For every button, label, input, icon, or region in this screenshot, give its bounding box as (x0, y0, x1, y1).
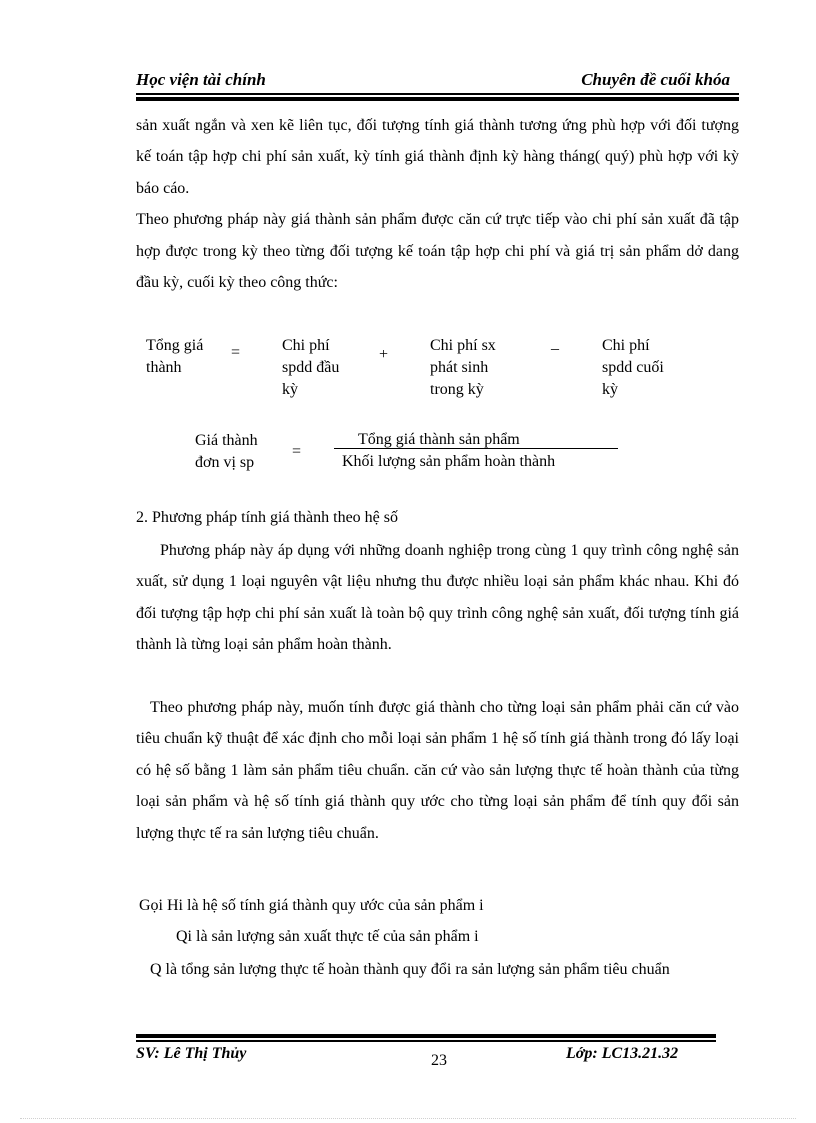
formula1-lhs: Tổng giá thành (146, 337, 204, 376)
formula2-denominator: Khối lượng sản phẩm hoàn thành (342, 453, 556, 470)
body-paragraph-1: Phương pháp này áp dụng với những doanh nghiệp trong cùng 1 quy trình công nghệ sản xuất, sử dụng 1 loại nguyên vật liệu nhưng thu được nhiều loại sản phẩm khác nhau. Khi đó đối tượng tập hợp chi phí sản xuất là toàn bộ quy trình công nghệ sản xuất, đối tượng tính giá thành là từng loại sản phẩm hoàn thành. (136, 542, 739, 654)
header-rule-thin (136, 93, 739, 95)
formula1-minus: _ (551, 335, 559, 352)
formula2-numerator: Tổng giá thành sản phẩm (358, 431, 520, 448)
definition-qi: Qi là sản lượng sản xuất thực tế của sản phẩm i (176, 928, 479, 945)
formula2-equals: = (292, 443, 302, 460)
body-text-2 (136, 692, 739, 849)
definition-hi: Gọi Hi là hệ số tính giá thành quy ước của sản phẩm i (139, 897, 484, 914)
intro-text (136, 110, 739, 298)
page-edge (20, 1118, 796, 1119)
formula1-plus: + (379, 346, 389, 363)
header-rule-thick (136, 97, 739, 101)
header-right: Chuyên đề cuối khóa (581, 70, 730, 89)
footer-student: SV: Lê Thị Thủy (136, 1045, 247, 1062)
formula1-equals: = (231, 344, 241, 361)
body-text-1 (136, 535, 739, 661)
body-paragraph-2: Theo phương pháp này, muốn tính được giá thành cho từng loại sản phẩm phải căn cứ vào tiêu chuẩn kỹ thuật để xác định cho mỗi loại sản phẩm 1 hệ số tính giá thành trong đó lấy loại có hệ số bằng 1 làm sản phẩm tiêu chuẩn. căn cứ vào sản lượng thực tế hoàn thành của từng loại sản phẩm và hệ số tính giá thành quy ước cho từng loại sản phẩm để tính quy đổi sản lượng thực tế ra sản lượng tiêu chuẩn. (136, 699, 739, 842)
definition-q-block (136, 954, 739, 985)
footer-rule-thin (136, 1040, 716, 1042)
definition-q: Q là tổng sản lượng thực tế hoàn thành quy đổi ra sản lượng sản phẩm tiêu chuẩn (150, 961, 670, 978)
intro-paragraph-2: Theo phương pháp này giá thành sản phẩm được căn cứ trực tiếp vào chi phí sản xuất đã tập hợp được trong kỳ theo từng đối tượng kế toán tập hợp chi phí và giá trị sản phẩm dở dang đầu kỳ, cuối kỳ theo công thức: (136, 211, 739, 292)
section-title: 2. Phương pháp tính giá thành theo hệ số (136, 509, 398, 526)
page-number: 23 (431, 1052, 447, 1069)
formula2-lhs: Giá thành đơn vị sp (195, 432, 258, 471)
footer-class: Lớp: LC13.21.32 (566, 1045, 679, 1062)
fraction-bar (334, 448, 618, 449)
footer-rule-thick (136, 1034, 716, 1038)
formula1-term1: Chi phí spdd đầu kỳ (282, 337, 340, 398)
intro-paragraph-1: sản xuất ngắn và xen kẽ liên tục, đối tượng tính giá thành tương ứng phù hợp với đối tượng kế toán tập hợp chi phí sản xuất, kỳ tính giá thành định kỳ hàng tháng( quý) phù hợp với kỳ báo cáo. (136, 117, 739, 197)
formula1-term2: Chi phí sx phát sinh trong kỳ (430, 337, 496, 398)
header-left: Học viện tài chính (136, 70, 266, 89)
formula1-term3: Chi phí spdd cuối kỳ (602, 337, 664, 398)
